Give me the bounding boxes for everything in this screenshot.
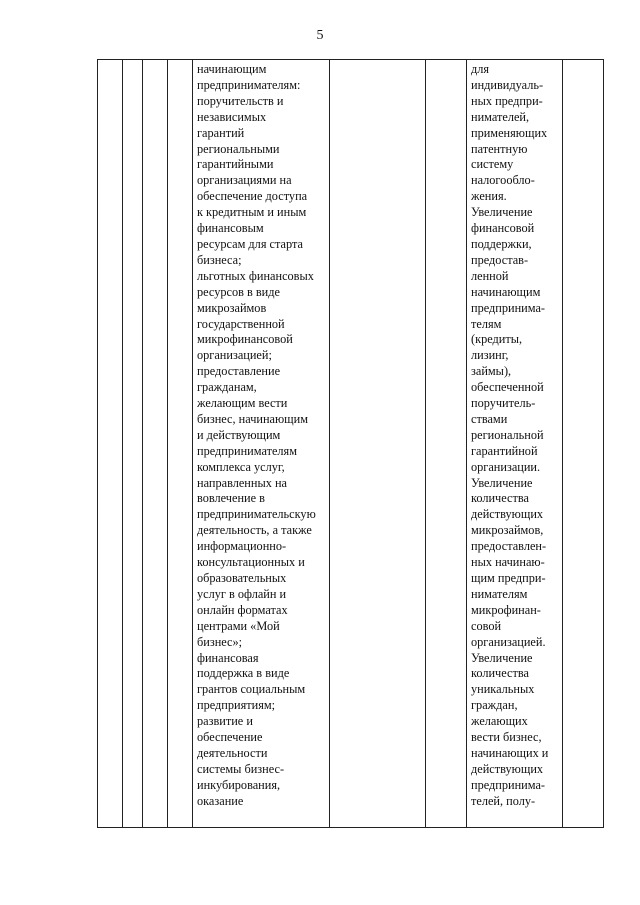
table-cell-col-1	[98, 60, 123, 828]
table-row	[98, 60, 604, 828]
table-cell-col-2	[123, 60, 143, 828]
table-cell-col-3	[143, 60, 168, 828]
table-cell-measures	[193, 60, 330, 828]
table-cell-results	[467, 60, 563, 828]
table-cell-col-6	[330, 60, 426, 828]
table-cell-col-7	[426, 60, 467, 828]
measures-text: начинающим предпринимателям: поручительств и независимых гарантий региональными гарантийными организациями на обеспечение доступа к кредитным и иным финансовым ресурсам для старта бизнеса; льготных финансовых ресурсов в виде микрозаймов государственной микрофинансовой организацией; предоставление гражданам, желающим вести бизнес, начинающим и действующим предпринимателям комплекса услуг, направленных на вовлечение в предпринимательскую деятельность, а также информационно- консультационных и образовательных услуг в офлайн и онлайн форматах центрами «Мой бизнес»; финансовая поддержка в виде грантов социальным предприятиям; развитие и обеспечение деятельности системы бизнес- инкубирования, оказание	[197, 62, 316, 808]
program-table	[97, 59, 604, 828]
results-text: для индивидуаль- ных предпри- нимателей, применяющих патентную систему налогообло- жения. Увеличение финансовой поддержки, предостав- ленной начинающим предпринима- телям (кредиты, лизинг, займы), обеспеченной поручитель- ствами региональной гарантийной организации. Увеличение количества действующих микрозаймов, предоставлен- ных начинаю- щим предпри- нимателям микрофинан- совой организацией. Увеличение количества уникальных граждан, желающих вести бизнес, начинающих и действующих предпринима- телей, полу-	[471, 62, 549, 808]
page-number: 5	[316, 28, 324, 43]
table-cell-col-4	[168, 60, 193, 828]
table-cell-col-9	[563, 60, 604, 828]
